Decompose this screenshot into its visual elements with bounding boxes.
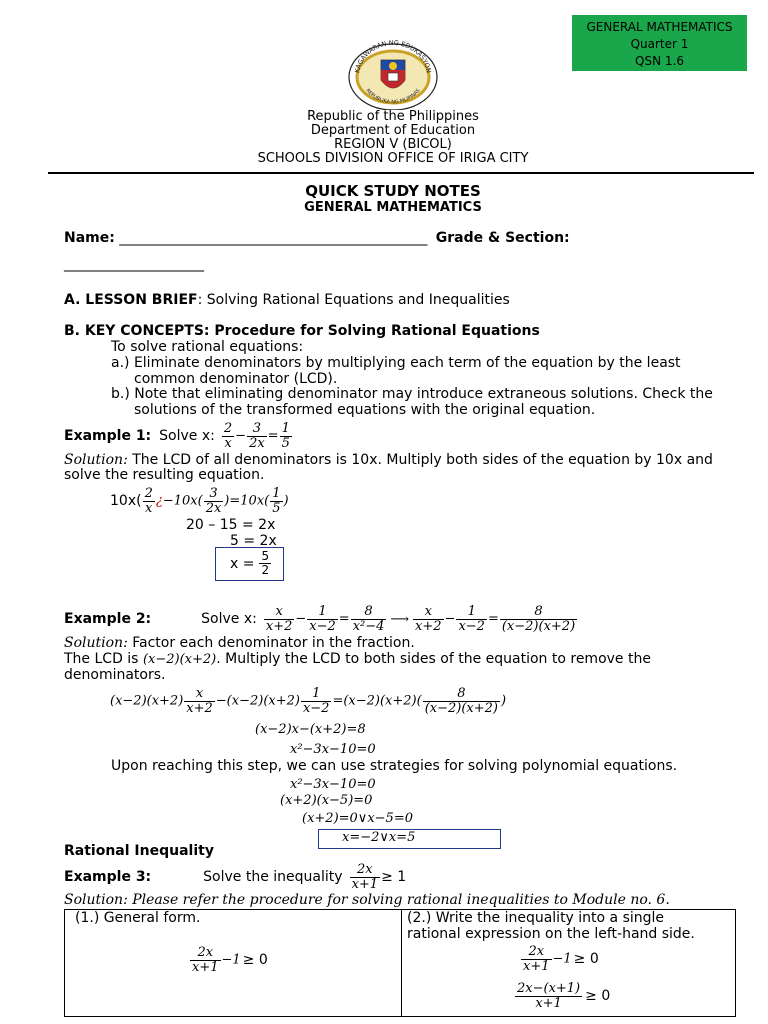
cell2-expression1: $\frac{2x}{x+1}$ −1 ≥ 0: [523, 943, 599, 974]
example2-answer: x=−2∨x=5: [342, 830, 416, 845]
cell1-title: (1.) General form.: [75, 910, 201, 926]
example2-label: Example 2:: [64, 611, 152, 627]
example3-label: Example 3:: [64, 869, 152, 885]
inequality-heading: Rational Inequality: [64, 843, 214, 859]
header-republic: Republic of the Philippines: [307, 109, 479, 124]
example3-row: Example 3: Solve the inequality $\frac{2x}{x+1}$ ≥ 1: [64, 861, 407, 892]
example1-solution-line1: [64, 452, 713, 468]
key-text: : Procedure for Solving Rational Equations: [203, 323, 540, 339]
example2-lcd-line: [64, 651, 651, 667]
badge-subject: GENERAL MATHEMATICS: [586, 20, 733, 34]
lesson-label: A. LESSON BRIEF: [64, 292, 198, 308]
example2-equation: $\frac{x}{x+2}$ − $\frac{1}{x-2}$ = $\frac{8}{\text{x²−4}}$ ⟶ $\frac{x}{x+2}$ − $\frac{1}{x-2}$ = $\frac{8}{(x-2)(x+2)}$: [265, 603, 576, 634]
example2-poly1: x²−3x−10=0: [290, 777, 376, 792]
example1-step1-prefix: 10x(: [110, 493, 142, 509]
example2-lcd-post: . Multiply the LCD to both sides of the equation to remove the: [216, 651, 651, 667]
example2-lcd-pre: The LCD is: [64, 651, 143, 667]
example1-step1: 10x( $\frac{2}{x}$ ¿−10x( $\frac{3}{2x}$ )=10x( $\frac{1}{5}$ ): [110, 485, 289, 516]
example2-solution-line1: [64, 635, 415, 651]
example2-solution-label: Solution:: [64, 635, 128, 651]
svg-text:REPUBLIKA NG PILIPINAS: REPUBLIKA NG PILIPINAS: [364, 87, 422, 106]
example2-lcd-math: (x−2)(x+2): [142, 652, 217, 667]
lesson-text: : Solving Rational Equations and Inequalities: [197, 292, 510, 308]
example2-prompt: Solve x:: [201, 611, 257, 627]
header-rule: [48, 172, 754, 174]
example3-prompt: Solve the inequality: [203, 869, 343, 885]
example1-answer-prefix: x =: [230, 555, 255, 572]
example1-equation: $\frac{2}{x}$ − $\frac{3}{2x}$ = $\frac{1}{5}$: [223, 420, 290, 451]
lesson-brief: [64, 292, 510, 308]
example2-step3: x²−3x−10=0: [290, 742, 376, 757]
deped-seal-icon: [347, 40, 439, 110]
header-division: SCHOOLS DIVISION OFFICE OF IRIGA CITY: [257, 151, 529, 166]
example1-solution-line2: solve the resulting equation.: [64, 467, 265, 483]
key-b-line2: solutions of the transformed equations with the original equation.: [134, 402, 596, 418]
key-a-line1: a.) Eliminate denominators by multiplying each term of the equation by the least: [111, 355, 681, 371]
steps-cell-1: [65, 910, 402, 1017]
example1-label: Example 1:: [64, 428, 152, 444]
cell1-expression: $\frac{2x}{x+1}$ −1 ≥ 0: [192, 944, 268, 975]
key-intro: To solve rational equations:: [111, 339, 304, 355]
example1-row: [64, 418, 293, 454]
svg-text:KAGAWARAN NG EDUKASYON: KAGAWARAN NG EDUKASYON: [353, 40, 433, 74]
grade-label: Grade & Section:: [435, 230, 570, 246]
example2-poly2: (x+2)(x−5)=0: [280, 793, 373, 808]
example3-solution: Solution: Please refer the procedure for solving rational inequalities to Module no. 6.: [64, 892, 670, 908]
example1-solution-label: Solution:: [64, 452, 128, 468]
example1-step3: 5 = 2x: [230, 533, 277, 549]
example2-note: Upon reaching this step, we can use strategies for solving polynomial equations.: [111, 758, 678, 774]
cell2-expression2: $\frac{2x-(x+1)}{x+1}$ ≥ 0: [517, 980, 611, 1011]
page-title: QUICK STUDY NOTES: [305, 182, 481, 200]
example1-prompt: Solve x:: [159, 428, 215, 444]
header-region: REGION V (BICOL): [334, 137, 452, 152]
key-label: B. KEY CONCEPTS: [64, 323, 204, 339]
example3-relation: ≥ 1: [381, 869, 407, 885]
example2-solution-line3: denominators.: [64, 667, 166, 683]
key-a-line2: common denominator (LCD).: [134, 371, 338, 387]
name-field[interactable]: ____________________________________________: [119, 230, 428, 246]
example2-solution-text: Factor each denominator in the fraction.: [127, 635, 415, 651]
grade-field[interactable]: ____________________: [64, 256, 204, 272]
example2-row: [64, 602, 578, 636]
example1-solution-text: The LCD of all denominators is 10x. Multiply both sides of the equation by 10x and: [127, 452, 713, 468]
key-b-line1: b.) Note that eliminating denominator may introduce extraneous solutions. Check the: [111, 386, 713, 402]
example2-poly3: (x+2)=0∨x−5=0: [302, 811, 413, 826]
glitch-char: ¿: [155, 493, 163, 509]
cell2-title-line1: (2.) Write the inequality into a single: [407, 910, 665, 926]
name-row: [64, 230, 570, 246]
example1-step2: 20 – 15 = 2x: [186, 517, 276, 533]
key-concepts: [64, 323, 540, 339]
steps-cell-2: [402, 910, 736, 1017]
example1-answer: x = $\frac{5}{2}$: [230, 549, 270, 577]
example2-step2: (x−2)x−(x+2)=8: [255, 722, 366, 737]
badge-quarter: Quarter 1: [630, 37, 689, 51]
subject-badge: [572, 15, 747, 71]
header-department: Department of Education: [310, 123, 476, 138]
page-subtitle: GENERAL MATHEMATICS: [304, 200, 482, 215]
name-label: Name:: [64, 230, 115, 246]
cell2-title-line2: rational expression on the left-hand side.: [407, 926, 695, 942]
steps-table: [64, 909, 736, 1017]
badge-code: QSN 1.6: [635, 54, 684, 68]
example2-step1: (x−2)(x+2) $\frac{x}{x+2}$ −(x−2)(x+2) $\frac{1}{x-2}$ =(x−2)(x+2)( $\frac{8}{(x-2)(x+2)}$ ): [110, 685, 507, 716]
